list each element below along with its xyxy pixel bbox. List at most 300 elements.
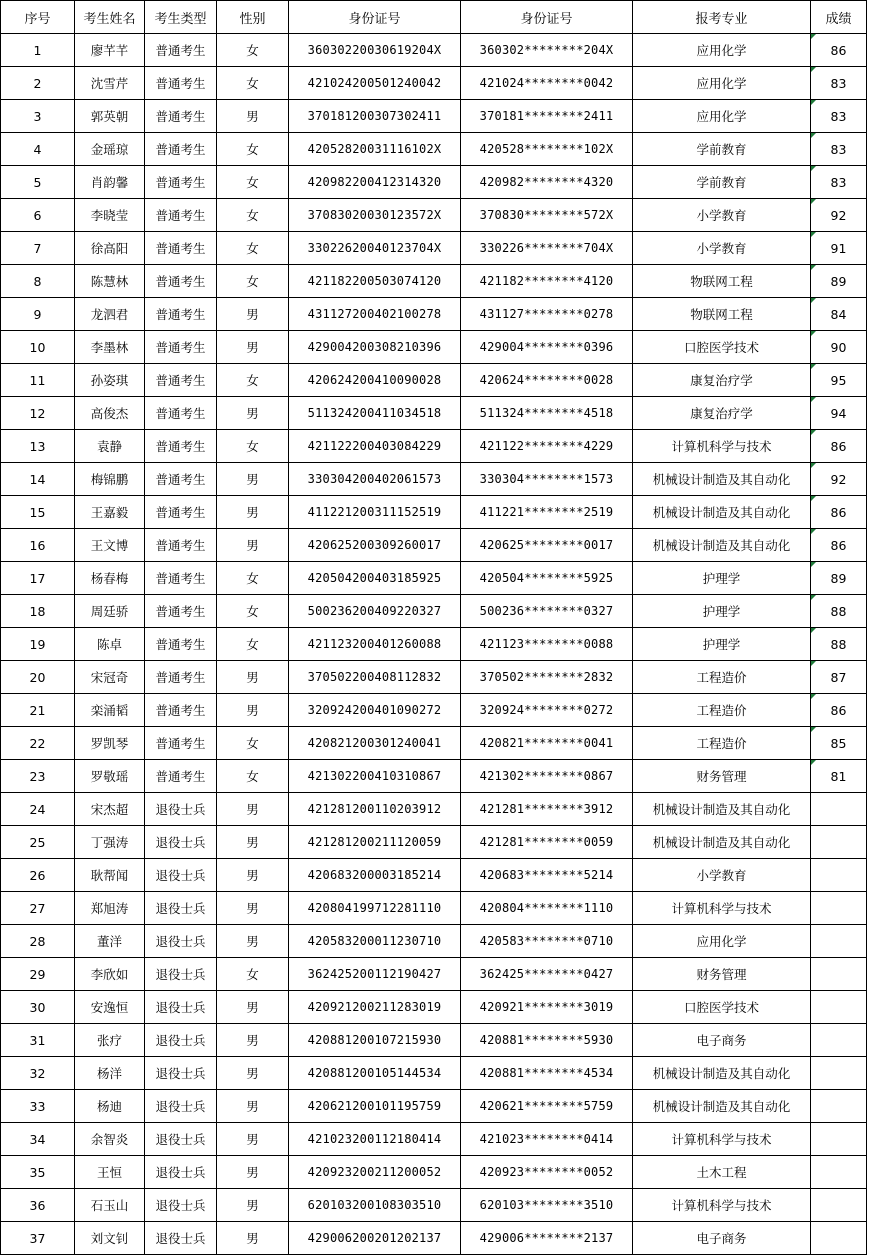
cell-id-masked[interactable]: 420625********0017 — [461, 529, 633, 562]
cell-score[interactable] — [811, 925, 867, 958]
cell-major[interactable]: 护理学 — [633, 595, 811, 628]
cell-score[interactable]: 92 — [811, 199, 867, 232]
cell-score[interactable]: 83 — [811, 100, 867, 133]
cell-gender[interactable]: 女 — [217, 760, 289, 793]
cell-id-masked[interactable]: 360302********204X — [461, 34, 633, 67]
cell-name[interactable]: 王文博 — [75, 529, 145, 562]
cell-major[interactable]: 工程造价 — [633, 727, 811, 760]
cell-score[interactable] — [811, 1090, 867, 1123]
cell-id-full[interactable]: 421023200112180414 — [289, 1123, 461, 1156]
cell-type[interactable]: 退役士兵 — [145, 1156, 217, 1189]
cell-name[interactable]: 王恒 — [75, 1156, 145, 1189]
cell-name[interactable]: 杨洋 — [75, 1057, 145, 1090]
cell-major[interactable]: 机械设计制造及其自动化 — [633, 529, 811, 562]
cell-type[interactable]: 普通考生 — [145, 199, 217, 232]
cell-name[interactable]: 王嘉毅 — [75, 496, 145, 529]
cell-name[interactable]: 董洋 — [75, 925, 145, 958]
cell-id-full[interactable]: 421281200110203912 — [289, 793, 461, 826]
cell-name[interactable]: 李欣如 — [75, 958, 145, 991]
cell-name[interactable]: 郭英朝 — [75, 100, 145, 133]
cell-gender[interactable]: 男 — [217, 1222, 289, 1255]
cell-gender[interactable]: 男 — [217, 826, 289, 859]
cell-name[interactable]: 李晓莹 — [75, 199, 145, 232]
cell-id-full[interactable]: 420583200011230710 — [289, 925, 461, 958]
cell-name[interactable]: 石玉山 — [75, 1189, 145, 1222]
cell-no[interactable]: 25 — [1, 826, 75, 859]
cell-no[interactable]: 24 — [1, 793, 75, 826]
cell-gender[interactable]: 男 — [217, 463, 289, 496]
cell-type[interactable]: 普通考生 — [145, 232, 217, 265]
header-cell-type[interactable]: 考生类型 — [145, 1, 217, 34]
cell-gender[interactable]: 女 — [217, 133, 289, 166]
cell-name[interactable]: 孙姿琪 — [75, 364, 145, 397]
cell-gender[interactable]: 女 — [217, 430, 289, 463]
cell-score[interactable]: 86 — [811, 529, 867, 562]
cell-name[interactable]: 袁静 — [75, 430, 145, 463]
cell-no[interactable]: 23 — [1, 760, 75, 793]
cell-gender[interactable]: 女 — [217, 364, 289, 397]
cell-score[interactable] — [811, 1156, 867, 1189]
cell-score[interactable]: 84 — [811, 298, 867, 331]
cell-score[interactable] — [811, 958, 867, 991]
cell-id-masked[interactable]: 420923********0052 — [461, 1156, 633, 1189]
cell-type[interactable]: 普通考生 — [145, 166, 217, 199]
cell-major[interactable]: 口腔医学技术 — [633, 991, 811, 1024]
cell-type[interactable]: 普通考生 — [145, 529, 217, 562]
cell-major[interactable]: 机械设计制造及其自动化 — [633, 793, 811, 826]
cell-id-masked[interactable]: 421023********0414 — [461, 1123, 633, 1156]
cell-type[interactable]: 退役士兵 — [145, 958, 217, 991]
cell-no[interactable]: 33 — [1, 1090, 75, 1123]
cell-no[interactable]: 20 — [1, 661, 75, 694]
cell-major[interactable]: 康复治疗学 — [633, 397, 811, 430]
header-cell-score[interactable]: 成绩 — [811, 1, 867, 34]
cell-no[interactable]: 34 — [1, 1123, 75, 1156]
cell-score[interactable]: 85 — [811, 727, 867, 760]
cell-id-full[interactable]: 421123200401260088 — [289, 628, 461, 661]
cell-score[interactable]: 81 — [811, 760, 867, 793]
cell-score[interactable]: 89 — [811, 562, 867, 595]
cell-no[interactable]: 12 — [1, 397, 75, 430]
cell-id-masked[interactable]: 420683********5214 — [461, 859, 633, 892]
cell-id-full[interactable]: 362425200112190427 — [289, 958, 461, 991]
cell-id-masked[interactable]: 420621********5759 — [461, 1090, 633, 1123]
header-cell-name[interactable]: 考生姓名 — [75, 1, 145, 34]
cell-score[interactable]: 89 — [811, 265, 867, 298]
cell-id-full[interactable]: 420881200105144534 — [289, 1057, 461, 1090]
cell-major[interactable]: 应用化学 — [633, 100, 811, 133]
cell-major[interactable]: 工程造价 — [633, 694, 811, 727]
cell-id-full[interactable]: 421281200211120059 — [289, 826, 461, 859]
cell-gender[interactable]: 男 — [217, 1123, 289, 1156]
cell-gender[interactable]: 男 — [217, 397, 289, 430]
cell-gender[interactable]: 女 — [217, 595, 289, 628]
cell-no[interactable]: 1 — [1, 34, 75, 67]
cell-no[interactable]: 7 — [1, 232, 75, 265]
cell-major[interactable]: 计算机科学与技术 — [633, 430, 811, 463]
cell-id-full[interactable]: 370502200408112832 — [289, 661, 461, 694]
cell-no[interactable]: 31 — [1, 1024, 75, 1057]
cell-gender[interactable]: 男 — [217, 925, 289, 958]
cell-id-masked[interactable]: 429006********2137 — [461, 1222, 633, 1255]
cell-id-masked[interactable]: 411221********2519 — [461, 496, 633, 529]
cell-no[interactable]: 2 — [1, 67, 75, 100]
cell-major[interactable]: 学前教育 — [633, 166, 811, 199]
cell-no[interactable]: 28 — [1, 925, 75, 958]
cell-id-full[interactable]: 429006200201202137 — [289, 1222, 461, 1255]
cell-name[interactable]: 肖韵馨 — [75, 166, 145, 199]
cell-no[interactable]: 11 — [1, 364, 75, 397]
cell-id-full[interactable]: 500236200409220327 — [289, 595, 461, 628]
cell-gender[interactable]: 女 — [217, 958, 289, 991]
cell-id-masked[interactable]: 421281********3912 — [461, 793, 633, 826]
cell-type[interactable]: 普通考生 — [145, 397, 217, 430]
cell-major[interactable]: 电子商务 — [633, 1024, 811, 1057]
cell-type[interactable]: 普通考生 — [145, 463, 217, 496]
cell-name[interactable]: 罗敬瑶 — [75, 760, 145, 793]
cell-name[interactable]: 杨迪 — [75, 1090, 145, 1123]
cell-no[interactable]: 15 — [1, 496, 75, 529]
cell-id-full[interactable]: 420921200211283019 — [289, 991, 461, 1024]
cell-id-full[interactable]: 420881200107215930 — [289, 1024, 461, 1057]
header-cell-id-full[interactable]: 身份证号 — [289, 1, 461, 34]
cell-id-masked[interactable]: 420504********5925 — [461, 562, 633, 595]
cell-major[interactable]: 应用化学 — [633, 67, 811, 100]
cell-type[interactable]: 退役士兵 — [145, 1057, 217, 1090]
cell-gender[interactable]: 女 — [217, 232, 289, 265]
cell-id-masked[interactable]: 500236********0327 — [461, 595, 633, 628]
cell-gender[interactable]: 男 — [217, 1057, 289, 1090]
cell-score[interactable]: 83 — [811, 166, 867, 199]
cell-type[interactable]: 退役士兵 — [145, 1222, 217, 1255]
cell-name[interactable]: 廖芊芊 — [75, 34, 145, 67]
cell-no[interactable]: 8 — [1, 265, 75, 298]
cell-name[interactable]: 栾涌韬 — [75, 694, 145, 727]
cell-type[interactable]: 退役士兵 — [145, 793, 217, 826]
cell-name[interactable]: 宋杰超 — [75, 793, 145, 826]
header-cell-gender[interactable]: 性别 — [217, 1, 289, 34]
cell-name[interactable]: 沈雪芹 — [75, 67, 145, 100]
cell-id-full[interactable]: 420923200211200052 — [289, 1156, 461, 1189]
cell-major[interactable]: 财务管理 — [633, 760, 811, 793]
cell-score[interactable]: 87 — [811, 661, 867, 694]
cell-score[interactable]: 91 — [811, 232, 867, 265]
cell-major[interactable]: 电子商务 — [633, 1222, 811, 1255]
cell-major[interactable]: 学前教育 — [633, 133, 811, 166]
cell-no[interactable]: 19 — [1, 628, 75, 661]
cell-id-masked[interactable]: 420804********1110 — [461, 892, 633, 925]
cell-gender[interactable]: 男 — [217, 694, 289, 727]
cell-id-masked[interactable]: 421024********0042 — [461, 67, 633, 100]
cell-gender[interactable]: 男 — [217, 991, 289, 1024]
cell-major[interactable]: 机械设计制造及其自动化 — [633, 1057, 811, 1090]
cell-id-full[interactable]: 420683200003185214 — [289, 859, 461, 892]
cell-score[interactable]: 90 — [811, 331, 867, 364]
cell-major[interactable]: 口腔医学技术 — [633, 331, 811, 364]
cell-id-full[interactable]: 420821200301240041 — [289, 727, 461, 760]
cell-type[interactable]: 退役士兵 — [145, 1123, 217, 1156]
cell-name[interactable]: 余智炎 — [75, 1123, 145, 1156]
cell-type[interactable]: 普通考生 — [145, 760, 217, 793]
cell-id-full[interactable]: 511324200411034518 — [289, 397, 461, 430]
cell-gender[interactable]: 男 — [217, 1024, 289, 1057]
cell-score[interactable] — [811, 793, 867, 826]
cell-id-masked[interactable]: 421123********0088 — [461, 628, 633, 661]
cell-no[interactable]: 4 — [1, 133, 75, 166]
cell-major[interactable]: 工程造价 — [633, 661, 811, 694]
cell-no[interactable]: 17 — [1, 562, 75, 595]
cell-score[interactable]: 86 — [811, 34, 867, 67]
cell-type[interactable]: 退役士兵 — [145, 1189, 217, 1222]
cell-type[interactable]: 普通考生 — [145, 661, 217, 694]
cell-score[interactable]: 88 — [811, 595, 867, 628]
cell-type[interactable]: 普通考生 — [145, 100, 217, 133]
cell-major[interactable]: 物联网工程 — [633, 298, 811, 331]
cell-id-full[interactable]: 420504200403185925 — [289, 562, 461, 595]
cell-score[interactable]: 83 — [811, 133, 867, 166]
cell-id-masked[interactable]: 421281********0059 — [461, 826, 633, 859]
cell-gender[interactable]: 男 — [217, 892, 289, 925]
cell-name[interactable]: 高俊杰 — [75, 397, 145, 430]
cell-id-full[interactable]: 421024200501240042 — [289, 67, 461, 100]
cell-score[interactable] — [811, 991, 867, 1024]
cell-id-full[interactable]: 411221200311152519 — [289, 496, 461, 529]
cell-score[interactable]: 95 — [811, 364, 867, 397]
cell-id-full[interactable]: 420804199712281110 — [289, 892, 461, 925]
cell-no[interactable]: 30 — [1, 991, 75, 1024]
cell-score[interactable] — [811, 1057, 867, 1090]
cell-id-masked[interactable]: 420821********0041 — [461, 727, 633, 760]
cell-id-masked[interactable]: 420982********4320 — [461, 166, 633, 199]
cell-id-masked[interactable]: 421122********4229 — [461, 430, 633, 463]
cell-score[interactable] — [811, 826, 867, 859]
cell-id-masked[interactable]: 330226********704X — [461, 232, 633, 265]
cell-major[interactable]: 小学教育 — [633, 232, 811, 265]
cell-score[interactable] — [811, 859, 867, 892]
cell-major[interactable]: 应用化学 — [633, 34, 811, 67]
header-cell-major[interactable]: 报考专业 — [633, 1, 811, 34]
cell-type[interactable]: 普通考生 — [145, 67, 217, 100]
cell-id-full[interactable]: 420624200410090028 — [289, 364, 461, 397]
cell-name[interactable]: 安逸恒 — [75, 991, 145, 1024]
cell-type[interactable]: 普通考生 — [145, 562, 217, 595]
cell-type[interactable]: 普通考生 — [145, 628, 217, 661]
cell-type[interactable]: 普通考生 — [145, 331, 217, 364]
cell-id-full[interactable]: 421122200403084229 — [289, 430, 461, 463]
cell-gender[interactable]: 女 — [217, 727, 289, 760]
cell-major[interactable]: 物联网工程 — [633, 265, 811, 298]
cell-no[interactable]: 10 — [1, 331, 75, 364]
cell-no[interactable]: 18 — [1, 595, 75, 628]
cell-name[interactable]: 李墨林 — [75, 331, 145, 364]
cell-name[interactable]: 郑旭涛 — [75, 892, 145, 925]
cell-major[interactable]: 康复治疗学 — [633, 364, 811, 397]
cell-major[interactable]: 护理学 — [633, 562, 811, 595]
cell-id-masked[interactable]: 420528********102X — [461, 133, 633, 166]
cell-major[interactable]: 计算机科学与技术 — [633, 1189, 811, 1222]
cell-id-masked[interactable]: 421182********4120 — [461, 265, 633, 298]
cell-id-masked[interactable]: 370502********2832 — [461, 661, 633, 694]
cell-score[interactable]: 86 — [811, 430, 867, 463]
cell-gender[interactable]: 女 — [217, 34, 289, 67]
cell-type[interactable]: 退役士兵 — [145, 892, 217, 925]
cell-type[interactable]: 普通考生 — [145, 34, 217, 67]
cell-no[interactable]: 16 — [1, 529, 75, 562]
cell-no[interactable]: 36 — [1, 1189, 75, 1222]
cell-gender[interactable]: 女 — [217, 562, 289, 595]
cell-type[interactable]: 退役士兵 — [145, 991, 217, 1024]
cell-id-full[interactable]: 421302200410310867 — [289, 760, 461, 793]
cell-no[interactable]: 37 — [1, 1222, 75, 1255]
cell-gender[interactable]: 女 — [217, 628, 289, 661]
header-cell-no[interactable]: 序号 — [1, 1, 75, 34]
cell-id-masked[interactable]: 420881********5930 — [461, 1024, 633, 1057]
cell-id-masked[interactable]: 429004********0396 — [461, 331, 633, 364]
cell-gender[interactable]: 男 — [217, 496, 289, 529]
cell-id-full[interactable]: 429004200308210396 — [289, 331, 461, 364]
cell-score[interactable]: 88 — [811, 628, 867, 661]
cell-name[interactable]: 刘文钊 — [75, 1222, 145, 1255]
cell-no[interactable]: 32 — [1, 1057, 75, 1090]
cell-id-masked[interactable]: 420921********3019 — [461, 991, 633, 1024]
cell-id-masked[interactable]: 320924********0272 — [461, 694, 633, 727]
cell-no[interactable]: 13 — [1, 430, 75, 463]
cell-major[interactable]: 机械设计制造及其自动化 — [633, 1090, 811, 1123]
cell-name[interactable]: 梅锦鹏 — [75, 463, 145, 496]
cell-gender[interactable]: 男 — [217, 859, 289, 892]
cell-type[interactable]: 普通考生 — [145, 694, 217, 727]
cell-type[interactable]: 退役士兵 — [145, 1024, 217, 1057]
cell-gender[interactable]: 男 — [217, 793, 289, 826]
cell-id-full[interactable]: 370181200307302411 — [289, 100, 461, 133]
cell-no[interactable]: 6 — [1, 199, 75, 232]
cell-major[interactable]: 小学教育 — [633, 199, 811, 232]
cell-id-full[interactable]: 37083020030123572X — [289, 199, 461, 232]
cell-name[interactable]: 杨春梅 — [75, 562, 145, 595]
cell-id-masked[interactable]: 420881********4534 — [461, 1057, 633, 1090]
cell-name[interactable]: 陈卓 — [75, 628, 145, 661]
cell-score[interactable]: 92 — [811, 463, 867, 496]
cell-id-masked[interactable]: 370181********2411 — [461, 100, 633, 133]
cell-name[interactable]: 丁强涛 — [75, 826, 145, 859]
cell-no[interactable]: 5 — [1, 166, 75, 199]
cell-id-masked[interactable]: 511324********4518 — [461, 397, 633, 430]
cell-major[interactable]: 计算机科学与技术 — [633, 892, 811, 925]
cell-type[interactable]: 退役士兵 — [145, 826, 217, 859]
cell-gender[interactable]: 男 — [217, 1189, 289, 1222]
cell-major[interactable]: 机械设计制造及其自动化 — [633, 826, 811, 859]
cell-id-masked[interactable]: 362425********0427 — [461, 958, 633, 991]
cell-name[interactable]: 张疗 — [75, 1024, 145, 1057]
cell-no[interactable]: 27 — [1, 892, 75, 925]
cell-gender[interactable]: 男 — [217, 1090, 289, 1123]
cell-type[interactable]: 退役士兵 — [145, 925, 217, 958]
cell-major[interactable]: 土木工程 — [633, 1156, 811, 1189]
cell-name[interactable]: 罗凯琴 — [75, 727, 145, 760]
cell-id-masked[interactable]: 370830********572X — [461, 199, 633, 232]
cell-id-full[interactable]: 420982200412314320 — [289, 166, 461, 199]
cell-major[interactable]: 财务管理 — [633, 958, 811, 991]
cell-id-masked[interactable]: 420583********0710 — [461, 925, 633, 958]
cell-major[interactable]: 应用化学 — [633, 925, 811, 958]
cell-type[interactable]: 普通考生 — [145, 133, 217, 166]
cell-gender[interactable]: 女 — [217, 265, 289, 298]
cell-name[interactable]: 徐高阳 — [75, 232, 145, 265]
cell-name[interactable]: 宋冠奇 — [75, 661, 145, 694]
cell-type[interactable]: 退役士兵 — [145, 1090, 217, 1123]
cell-id-full[interactable]: 42052820031116102X — [289, 133, 461, 166]
cell-score[interactable]: 86 — [811, 496, 867, 529]
cell-id-full[interactable]: 330304200402061573 — [289, 463, 461, 496]
cell-id-full[interactable]: 36030220030619204X — [289, 34, 461, 67]
cell-id-masked[interactable]: 421302********0867 — [461, 760, 633, 793]
cell-score[interactable]: 86 — [811, 694, 867, 727]
cell-no[interactable]: 35 — [1, 1156, 75, 1189]
cell-type[interactable]: 普通考生 — [145, 364, 217, 397]
cell-no[interactable]: 29 — [1, 958, 75, 991]
cell-score[interactable] — [811, 1222, 867, 1255]
cell-id-full[interactable]: 320924200401090272 — [289, 694, 461, 727]
cell-gender[interactable]: 男 — [217, 529, 289, 562]
cell-major[interactable]: 计算机科学与技术 — [633, 1123, 811, 1156]
cell-id-masked[interactable]: 420624********0028 — [461, 364, 633, 397]
cell-id-full[interactable]: 33022620040123704X — [289, 232, 461, 265]
cell-score[interactable] — [811, 1024, 867, 1057]
cell-id-full[interactable]: 620103200108303510 — [289, 1189, 461, 1222]
cell-gender[interactable]: 男 — [217, 100, 289, 133]
cell-id-masked[interactable]: 431127********0278 — [461, 298, 633, 331]
cell-no[interactable]: 21 — [1, 694, 75, 727]
cell-gender[interactable]: 女 — [217, 199, 289, 232]
cell-gender[interactable]: 男 — [217, 331, 289, 364]
cell-gender[interactable]: 女 — [217, 67, 289, 100]
cell-type[interactable]: 普通考生 — [145, 595, 217, 628]
cell-type[interactable]: 普通考生 — [145, 430, 217, 463]
cell-name[interactable]: 耿帮闻 — [75, 859, 145, 892]
cell-no[interactable]: 14 — [1, 463, 75, 496]
cell-score[interactable] — [811, 1123, 867, 1156]
cell-name[interactable]: 金瑶琼 — [75, 133, 145, 166]
cell-type[interactable]: 普通考生 — [145, 265, 217, 298]
cell-major[interactable]: 护理学 — [633, 628, 811, 661]
cell-major[interactable]: 机械设计制造及其自动化 — [633, 496, 811, 529]
cell-type[interactable]: 普通考生 — [145, 496, 217, 529]
cell-id-full[interactable]: 420621200101195759 — [289, 1090, 461, 1123]
cell-major[interactable]: 小学教育 — [633, 859, 811, 892]
cell-gender[interactable]: 男 — [217, 661, 289, 694]
cell-id-masked[interactable]: 330304********1573 — [461, 463, 633, 496]
cell-name[interactable]: 周廷骄 — [75, 595, 145, 628]
cell-gender[interactable]: 男 — [217, 1156, 289, 1189]
cell-no[interactable]: 9 — [1, 298, 75, 331]
cell-name[interactable]: 龙泗君 — [75, 298, 145, 331]
cell-id-full[interactable]: 420625200309260017 — [289, 529, 461, 562]
cell-score[interactable] — [811, 892, 867, 925]
cell-score[interactable]: 94 — [811, 397, 867, 430]
cell-score[interactable] — [811, 1189, 867, 1222]
cell-type[interactable]: 普通考生 — [145, 298, 217, 331]
cell-no[interactable]: 26 — [1, 859, 75, 892]
cell-name[interactable]: 陈慧林 — [75, 265, 145, 298]
cell-id-full[interactable]: 431127200402100278 — [289, 298, 461, 331]
cell-id-full[interactable]: 421182200503074120 — [289, 265, 461, 298]
cell-score[interactable]: 83 — [811, 67, 867, 100]
cell-gender[interactable]: 男 — [217, 298, 289, 331]
cell-major[interactable]: 机械设计制造及其自动化 — [633, 463, 811, 496]
header-cell-id-masked[interactable]: 身份证号 — [461, 1, 633, 34]
cell-no[interactable]: 22 — [1, 727, 75, 760]
cell-type[interactable]: 普通考生 — [145, 727, 217, 760]
